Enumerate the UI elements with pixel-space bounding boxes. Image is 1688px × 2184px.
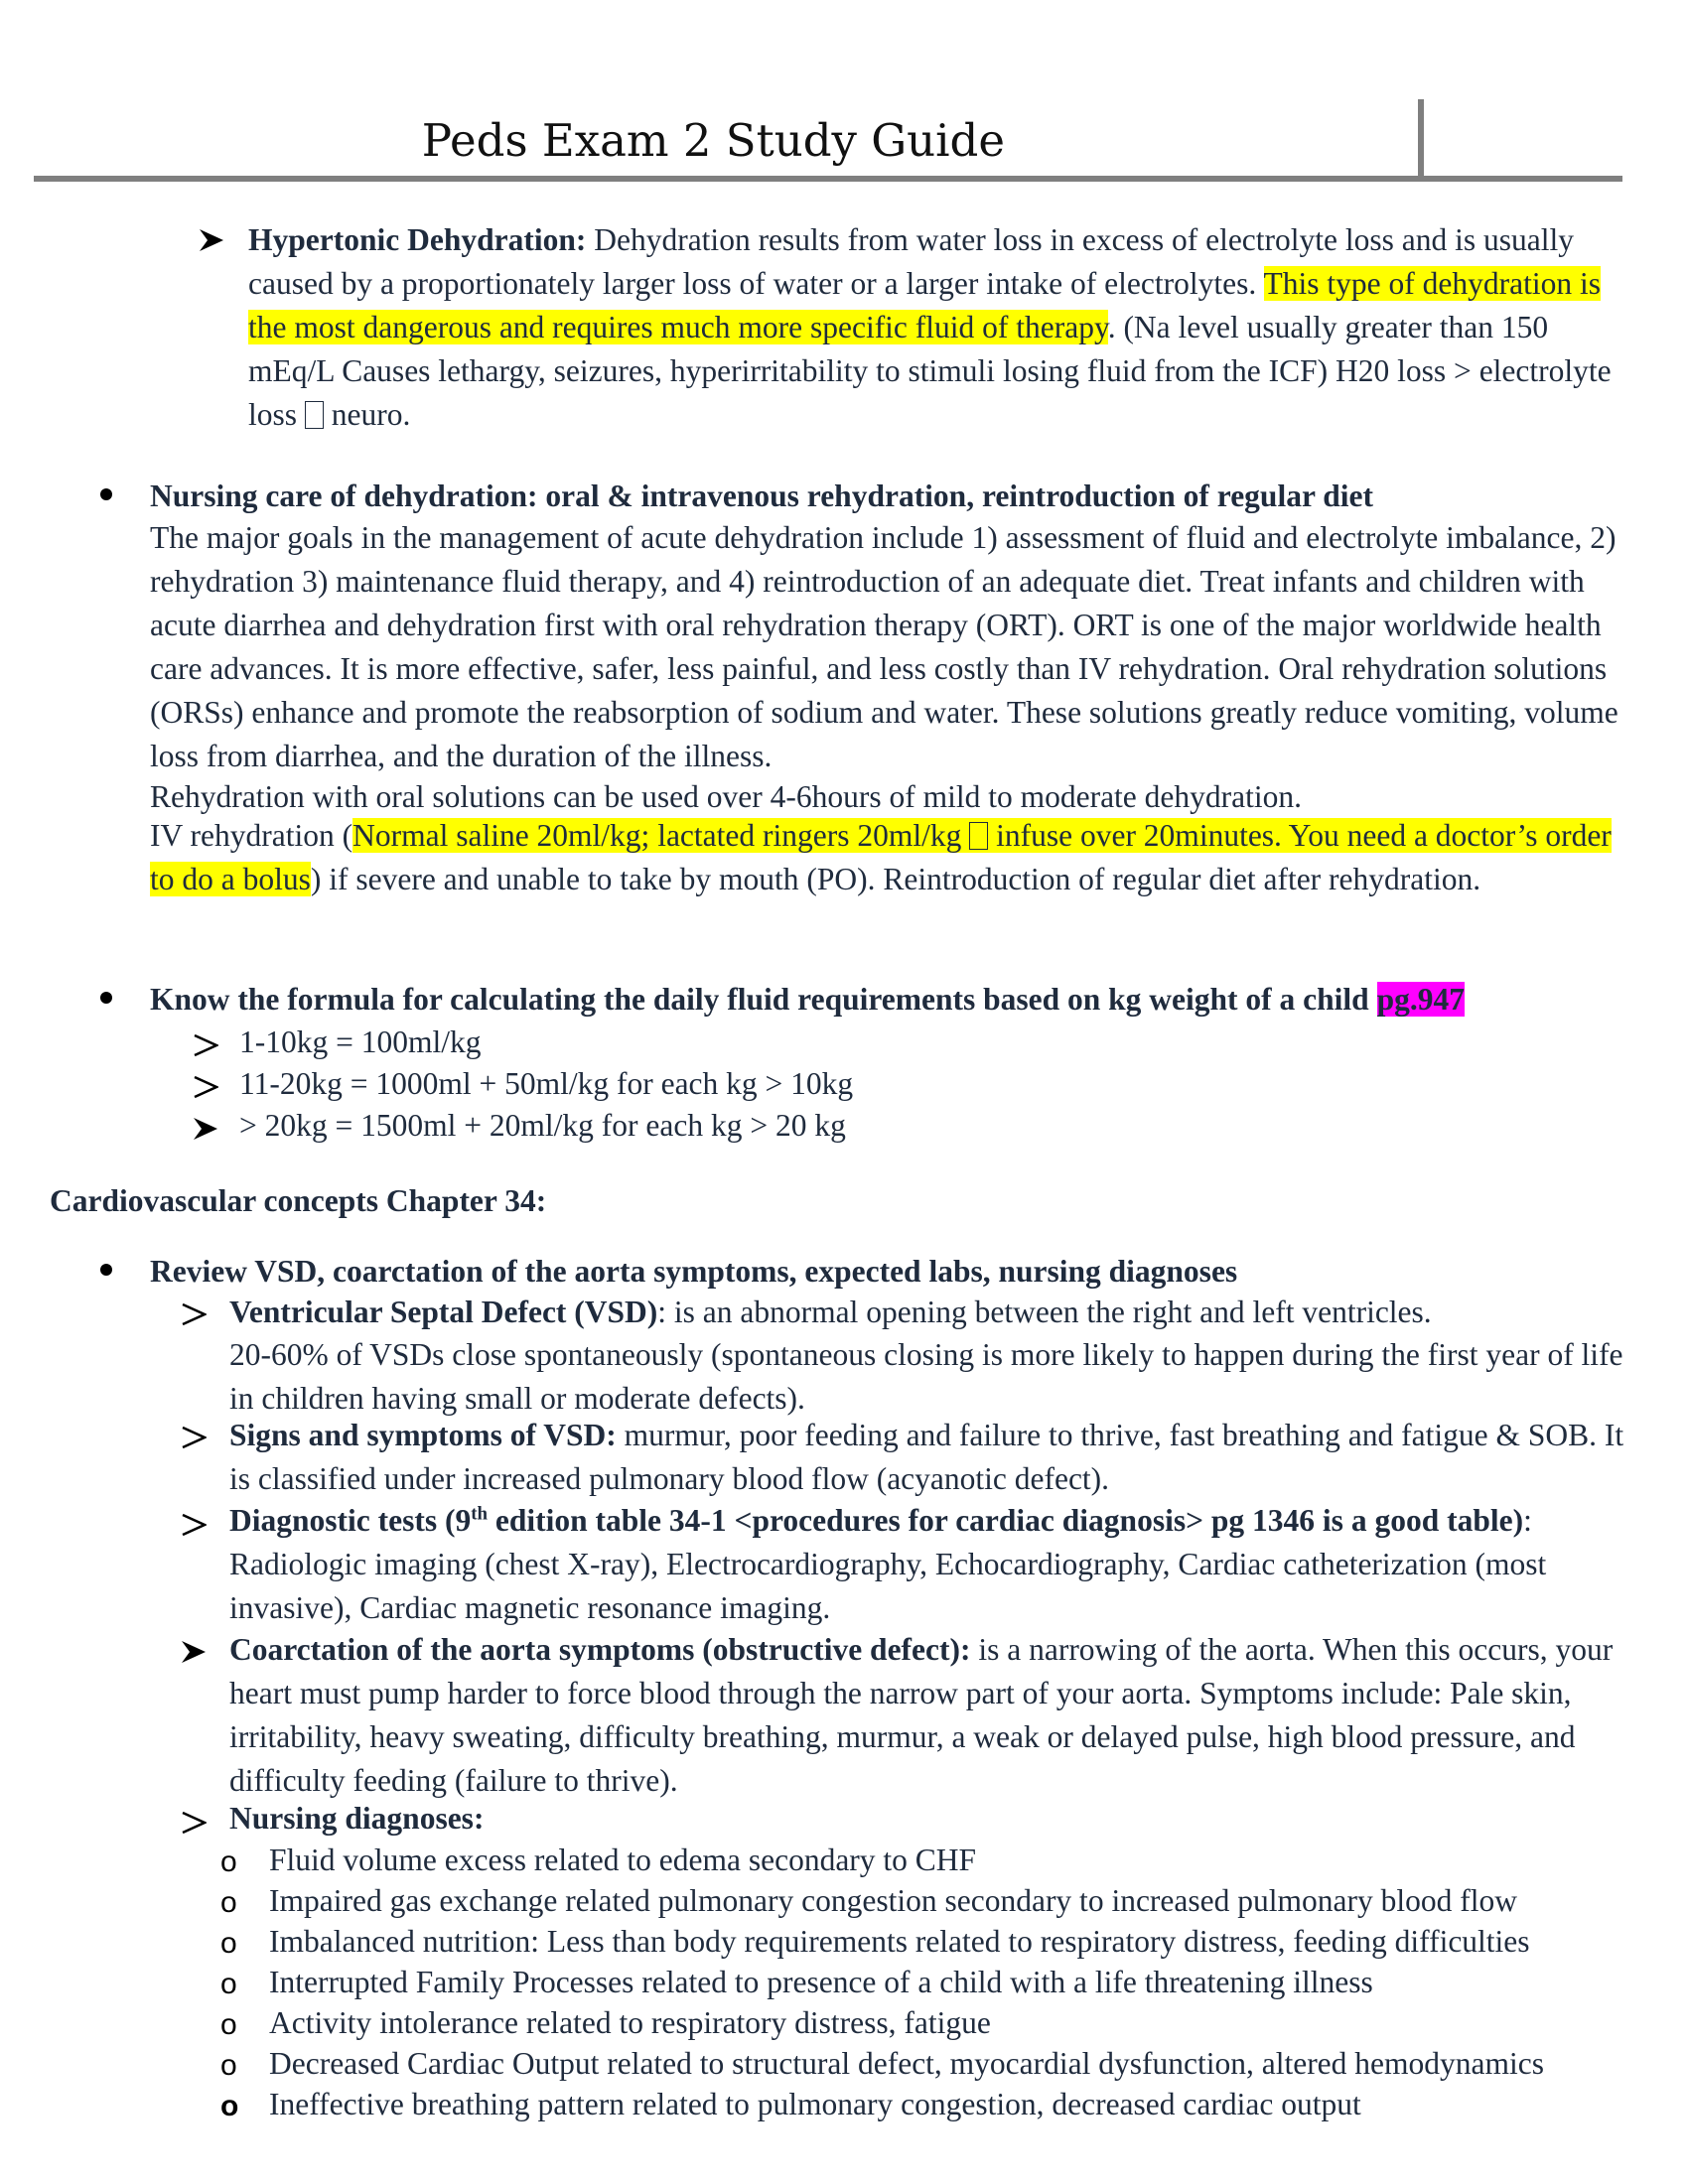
- circle-bullet-icon: o: [220, 1927, 237, 1960]
- arrow-bullet-icon: [199, 227, 224, 253]
- circle-bullet-icon: o: [220, 1845, 237, 1878]
- coarctation-text: is a narrowing of the aorta. When this occurs, your heart must pump harder to force blood through the narrow part of your aorta. Symptoms include: Pale skin, irritability, heavy sweating, difficulty breathing, murmur, a weak or delayed pulse, high blood pressure, and difficulty feeding (failure to thrive).: [229, 1632, 1614, 1798]
- arrow-bullet-icon: [181, 1425, 207, 1450]
- circle-bullet-icon: o: [220, 2090, 239, 2122]
- vsd-signs-paragraph: [229, 1414, 1639, 1501]
- missing-glyph-icon: [969, 822, 988, 850]
- arrow-bullet-icon: [181, 1810, 207, 1836]
- header-divider: [1418, 99, 1424, 179]
- coarctation-paragraph: [229, 1628, 1639, 1803]
- list-item: Fluid volume excess related to edema secondary to CHF: [269, 1843, 977, 1877]
- list-item: Ineffective breathing pattern related to pulmonary congestion, decreased cardiac output: [269, 2087, 1361, 2121]
- arrow-bullet-icon: [193, 1116, 218, 1142]
- list-item: > 20kg = 1500ml + 20ml/kg for each kg > 20 kg: [239, 1108, 846, 1143]
- formula-heading: Know the formula for calculating the daily fluid requirements based on kg weight of a child pg.947: [150, 982, 1465, 1017]
- circle-bullet-icon: o: [220, 2049, 237, 2082]
- iv-suffix: ) if severe and unable to take by mouth (PO). Reintroduction of regular diet after rehydration.: [310, 862, 1481, 896]
- signs-label: Signs and symptoms of VSD:: [229, 1418, 617, 1452]
- list-item: Interrupted Family Processes related to presence of a child with a life threatening illness: [269, 1965, 1373, 1999]
- hypertonic-text-3: neuro.: [323, 397, 411, 432]
- bullet-icon: [100, 1264, 112, 1276]
- hypertonic-text-2: . (Na level usually greater than 150 mEq/L Causes lethargy, seizures, hyperirritability to stimuli losing fluid from the ICF) H20 loss > electrolyte loss: [248, 310, 1612, 432]
- missing-glyph-icon: [305, 401, 324, 429]
- coarctation-label: Coarctation of the aorta symptoms (obstructive defect):: [229, 1632, 971, 1667]
- list-item: Imbalanced nutrition: Less than body requirements related to respiratory distress, feeding difficulties: [269, 1924, 1530, 1959]
- circle-bullet-icon: o: [220, 2008, 237, 2041]
- nursing-diagnoses-label: Nursing diagnoses:: [229, 1801, 485, 1836]
- list-item: 11-20kg = 1000ml + 50ml/kg for each kg > 10kg: [239, 1066, 854, 1101]
- nursing-care-paragraph: The major goals in the management of acute dehydration include 1) assessment of fluid and electrolyte imbalance, 2) rehydration 3) maintenance fluid therapy, and 4) reintroduction of an adequate diet. Treat infants and children with acute diarrhea and dehydration first with oral rehydration therapy (ORT). ORT is one of the major worldwide health care advances. It is more effective, safer, less painful, and less costly than IV rehydration. Oral rehydration solutions (ORSs) enhance and promote the reabsorption of sodium and water. These solutions greatly reduce vomiting, volume loss from diarrhea, and the duration of the illness.: [150, 520, 1618, 773]
- circle-bullet-icon: o: [220, 1886, 237, 1919]
- oral-rehydration-text: Rehydration with oral solutions can be used over 4-6hours of mild to moderate dehydration.: [150, 779, 1302, 814]
- vsd-text: : is an abnormal opening between the right and left ventricles.: [657, 1295, 1432, 1329]
- hypertonic-highlight: This type of dehydration is the most dangerous and requires much more specific fluid of therapy: [248, 266, 1601, 344]
- iv-prefix: IV rehydration (: [150, 818, 353, 853]
- nursing-care-heading: Nursing care of dehydration: oral & intravenous rehydration, reintroduction of regular diet: [150, 478, 1373, 513]
- list-item: 1-10kg = 100ml/kg: [239, 1024, 482, 1059]
- signs-text: murmur, poor feeding and failure to thrive, fast breathing and fatigue & SOB. It is classified under increased pulmonary blood flow (acyanotic defect).: [229, 1418, 1624, 1496]
- vsd-label: Ventricular Septal Defect (VSD): [229, 1295, 658, 1329]
- iv-highlight: Normal saline 20ml/kg; lactated ringers 20ml/kg infuse over 20minutes. You need a doctor’s order to do a bolus: [150, 818, 1612, 896]
- arrow-bullet-icon: [193, 1074, 218, 1100]
- list-item: Activity intolerance related to respiratory distress, fatigue: [269, 2005, 991, 2040]
- review-heading: Review VSD, coarctation of the aorta symptoms, expected labs, nursing diagnoses: [150, 1254, 1238, 1289]
- iv-rehydration-paragraph: [150, 814, 1629, 901]
- hypertonic-label: Hypertonic Dehydration:: [248, 222, 587, 257]
- list-item: Impaired gas exchange related pulmonary congestion secondary to increased pulmonary blood flow: [269, 1883, 1517, 1918]
- vsd-paragraph: [229, 1291, 1639, 1334]
- circle-bullet-icon: o: [220, 1968, 237, 2000]
- arrow-bullet-icon: [193, 1032, 218, 1058]
- page-title: Peds Exam 2 Study Guide: [421, 114, 1005, 167]
- header-rule: [34, 176, 1622, 182]
- diagnostic-tests-paragraph: [229, 1499, 1639, 1630]
- diagnostic-label: Diagnostic tests (9th edition table 34-1 <procedures for cardiac diagnosis> pg 1346 is a good table): [229, 1503, 1524, 1538]
- arrow-bullet-icon: [181, 1512, 207, 1538]
- arrow-bullet-icon: [181, 1301, 207, 1327]
- section-title: Cardiovascular concepts Chapter 34:: [50, 1183, 547, 1218]
- page-reference-badge: pg.947: [1376, 982, 1465, 1017]
- vsd-closure-text: 20-60% of VSDs close spontaneously (spontaneous closing is more likely to happen during the first year of life in children having small or moderate defects).: [229, 1337, 1623, 1416]
- list-item: Decreased Cardiac Output related to structural defect, myocardial dysfunction, altered hemodynamics: [269, 2046, 1544, 2081]
- diagnostic-text: : Radiologic imaging (chest X-ray), Electrocardiography, Echocardiography, Cardiac catheterization (most invasive), Cardiac magnetic resonance imaging.: [229, 1503, 1547, 1625]
- hypertonic-dehydration-paragraph: [248, 218, 1633, 437]
- hypertonic-text: Dehydration results from water loss in excess of electrolyte loss and is usually caused by a proportionately larger loss of water or a larger intake of electrolytes.: [248, 222, 1575, 301]
- bullet-icon: [100, 488, 112, 500]
- arrow-bullet-icon: [181, 1639, 207, 1665]
- bullet-icon: [100, 992, 112, 1004]
